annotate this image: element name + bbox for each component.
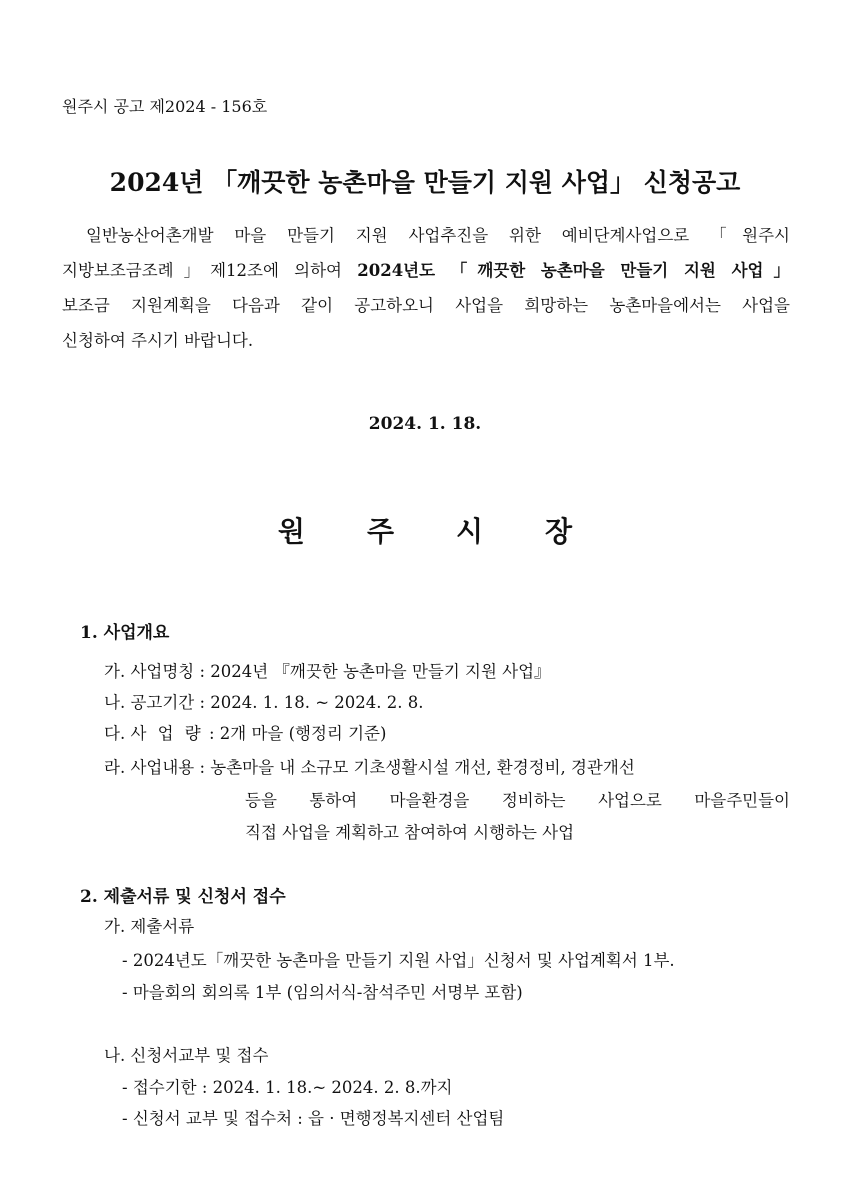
bullet-item: - 접수기한 : 2024. 1. 18.~ 2024. 2. 8.까지 [122,1078,453,1097]
section-2-subheading: 가. 제출서류 [104,917,195,936]
intro-line: 지방보조금조례」제12조에 의하여 2024년도 「깨끗한 농촌마을 만들기 지원 사업」 [62,261,790,280]
intro-line: 신청하여 주시기 바랍니다. [62,331,254,350]
notice-number: 원주시 공고 제2024 - 156호 [62,97,268,116]
section-1-item: 라. 사업내용 : 농촌마을 내 소규모 기초생활시설 개선, 환경정비, 경관개선 [104,758,635,777]
intro-paragraph [62,222,790,352]
bullet-item: - 마을회의 회의록 1부 (임의서식-참석주민 서명부 포함) [122,983,523,1002]
section-1-item: 나. 공고기간 : 2024. 1. 18. ~ 2024. 2. 8. [104,693,424,712]
section-2-subheading: 나. 신청서교부 및 접수 [104,1046,269,1065]
notice-date: 2024. 1. 18. [368,414,482,434]
section-1-item: 다. 사 업 량 : 2개 마을 (행정리 기준) [104,724,387,743]
section-1-item: 가. 사업명칭 : 2024년 『깨끗한 농촌마을 만들기 지원 사업』 [104,662,551,681]
intro-line: 보조금 지원계획을 다음과 같이 공고하오니 사업을 희망하는 농촌마을에서는 사업을 [62,296,790,315]
section-2-heading: 2. 제출서류 및 신청서 접수 [80,887,286,907]
issuer-name: 원주시장 [277,515,635,548]
section-1-heading: 1. 사업개요 [80,623,170,643]
intro-line: 일반농산어촌개발 마을 만들기 지원 사업추진을 위한 예비단계사업으로 「원주시 [86,226,790,245]
section-1-content-continuation: 등을 통하여 마을환경을 정비하는 사업으로 마을주민들이 [245,791,790,810]
page-title: 2024년 「깨끗한 농촌마을 만들기 지원 사업」 신청공고 [109,168,741,197]
bullet-item: - 2024년도「깨끗한 농촌마을 만들기 지원 사업」신청서 및 사업계획서 1부. [122,951,675,970]
section-1-content-continuation: 직접 사업을 계획하고 참여하여 시행하는 사업 [245,823,575,842]
bullet-item: - 신청서 교부 및 접수처 : 읍 · 면행정복지센터 산업팀 [122,1109,505,1128]
